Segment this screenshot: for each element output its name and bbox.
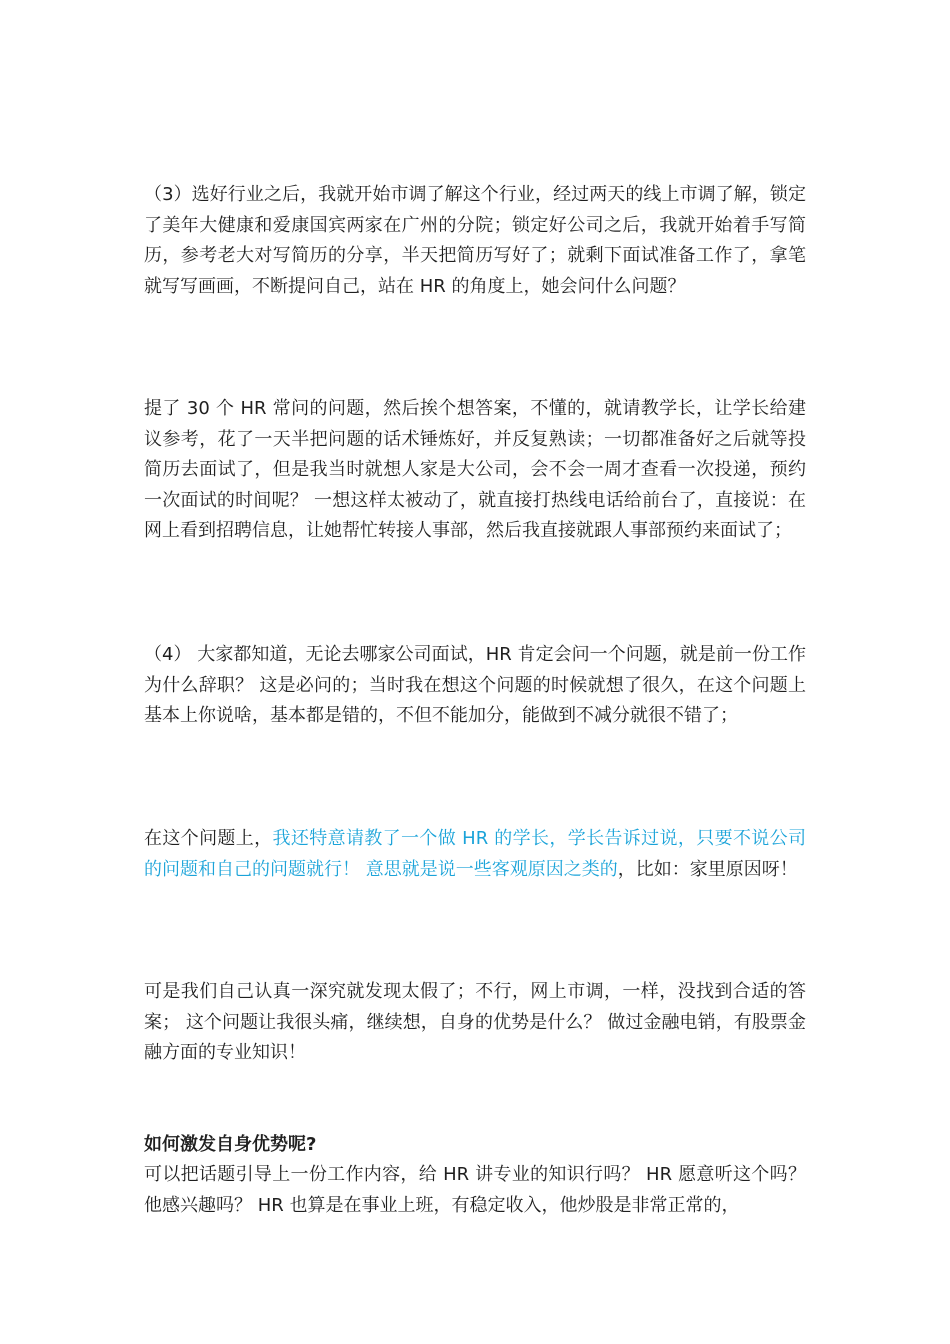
advice-intro-text: 在这个问题上， (144, 828, 273, 849)
paragraph-senior-advice (144, 824, 806, 885)
paragraph-prepare-questions: 提了 30 个 HR 常问的问题，然后挨个想答案，不懂的，就请教学长，让学长给建议参考，花了一天半把问题的话术锤炼好，并反复熟读；一切都准备好之后就等投简历去面试了，但是我当时就想人家是大公司，会不会一周才查看一次投递，预约一次面试的时间呢？ 一想这样太被动了，就直接打热线电话给前台了，直接说：在网上看到招聘信息，让她帮忙转接人事部，然后我直接就跟人事部预约来面试了； (144, 398, 806, 542)
paragraph-step-3: （3）选好行业之后，我就开始市调了解这个行业，经过两天的线上市调了解，锁定了美年大健康和爱康国宾两家在广州的分院；锁定好公司之后，我就开始着手写简历，参考老大对写简历的分享，半天把简历写好了；就剩下面试准备工作了，拿笔就写写画画，不断提问自己，站在 HR 的角度上，她会问什么问题？ (144, 184, 806, 297)
section-heading: 如何激发自身优势呢? (144, 1134, 317, 1155)
paragraph-guide-topic: 可以把话题引导上一份工作内容，给 HR 讲专业的知识行吗？ HR 愿意听这个吗？他感兴趣吗？ HR 也算是在事业上班，有稳定收入，他炒股是非常正常的， (144, 1164, 806, 1216)
highlighted-advice-text: 我还特意请教了一个做 HR 的学长，学长告诉过说，只要不说公司的问题和自己的问题就行！ 意思就是说一些客观原因之类的 (144, 828, 807, 880)
paragraph-own-strengths: 可是我们自己认真一深究就发现太假了；不行，网上市调，一样，没找到合适的答案； 这个问题让我很头痛，继续想，自身的优势是什么？ 做过金融电销，有股票金融方面的专业知识！ (144, 981, 806, 1064)
advice-example-text: ，比如：家里原因呀！ (617, 858, 798, 880)
paragraph-step-4: （4） 大家都知道，无论去哪家公司面试，HR 肯定会问一个问题，就是前一份工作为什么辞职？ 这是必问的；当时我在想这个问题的时候就想了很久，在这个问题上基本上你说啥，基本都是错的，不但不能加分，能做到不减分就很不错了； (144, 644, 806, 727)
